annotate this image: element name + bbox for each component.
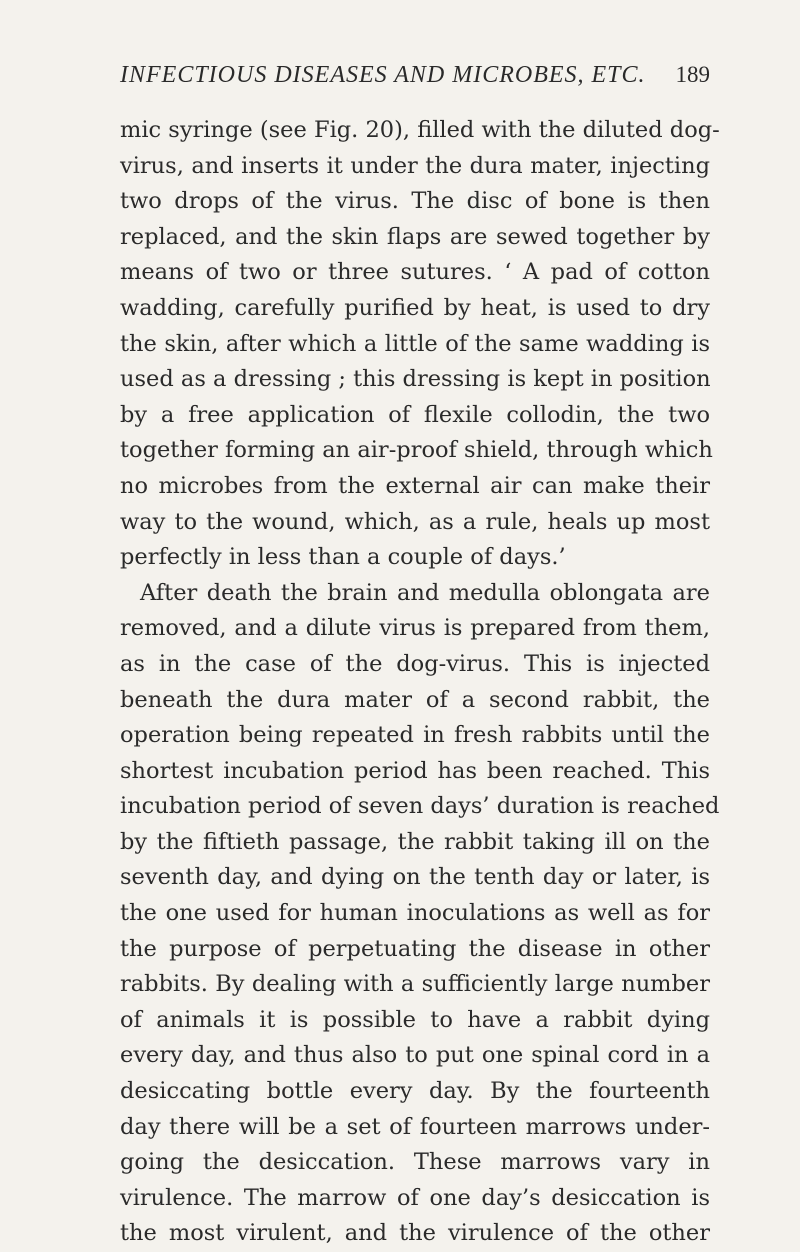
- text-line: perfectly in less than a couple of days.’: [120, 544, 566, 571]
- text-line: together forming an air-proof shield, through which: [120, 437, 713, 464]
- text-line: the purpose of perpetuating the disease in other: [120, 935, 710, 962]
- text-line: way to the wound, which, as a rule, heals up most: [120, 508, 710, 535]
- text-line: beneath the dura mater of a second rabbit, the: [120, 686, 710, 713]
- text-line: used as a dressing ; this dressing is kept in position: [120, 366, 711, 393]
- body-text: [120, 113, 720, 1252]
- text-line: of animals it is possible to have a rabbit dying: [120, 1006, 710, 1033]
- text-line: by a free application of flexile collodin, the two: [120, 401, 710, 428]
- text-line: means of two or three sutures. ‘ A pad of cotton: [120, 259, 710, 286]
- text-line: two drops of the virus. The disc of bone is then: [120, 188, 710, 215]
- text-line: desiccating bottle every day. By the fourteenth: [120, 1078, 710, 1105]
- text-line: as in the case of the dog-virus. This is injected: [120, 650, 710, 677]
- text-line: going the desiccation. These marrows vary in: [120, 1149, 710, 1176]
- text-line: operation being repeated in fresh rabbits until the: [120, 722, 710, 749]
- running-head: [120, 62, 710, 96]
- text-line: wadding, carefully purified by heat, is used to dry: [120, 294, 710, 321]
- text-line: mic syringe (see Fig. 20), filled with the diluted dog-: [120, 117, 720, 143]
- page-number: 189: [675, 62, 710, 87]
- text-line: the most virulent, and the virulence of the other: [120, 1220, 710, 1247]
- text-line: virus, and inserts it under the dura mater, injecting: [120, 152, 710, 179]
- text-line: the one used for human inoculations as well as for: [120, 900, 710, 927]
- text-line: every day, and thus also to put one spinal cord in a: [120, 1042, 710, 1069]
- text-line: no microbes from the external air can make their: [120, 472, 710, 499]
- text-line: removed, and a dilute virus is prepared from them,: [120, 615, 710, 642]
- text-line: incubation period of seven days’ duration is reached: [120, 793, 720, 820]
- text-line: the skin, after which a little of the same wadding is: [120, 330, 710, 357]
- text-line: shortest incubation period has been reached. This: [120, 757, 710, 784]
- running-title: INFECTIOUS DISEASES AND MICROBES, ETC.: [120, 62, 646, 88]
- text-line: by the fiftieth passage, the rabbit taking ill on the: [120, 828, 710, 855]
- text-line: day there will be a set of fourteen marrows under-: [120, 1113, 710, 1140]
- text-line: seventh day, and dying on the tenth day or later, is: [120, 864, 710, 891]
- text-line: After death the brain and medulla oblongata are: [140, 579, 710, 606]
- text-line: virulence. The marrow of one day’s desiccation is: [120, 1184, 710, 1211]
- text-line: rabbits. By dealing with a sufficiently large number: [120, 971, 710, 998]
- text-line: replaced, and the skin flaps are sewed together by: [120, 223, 710, 250]
